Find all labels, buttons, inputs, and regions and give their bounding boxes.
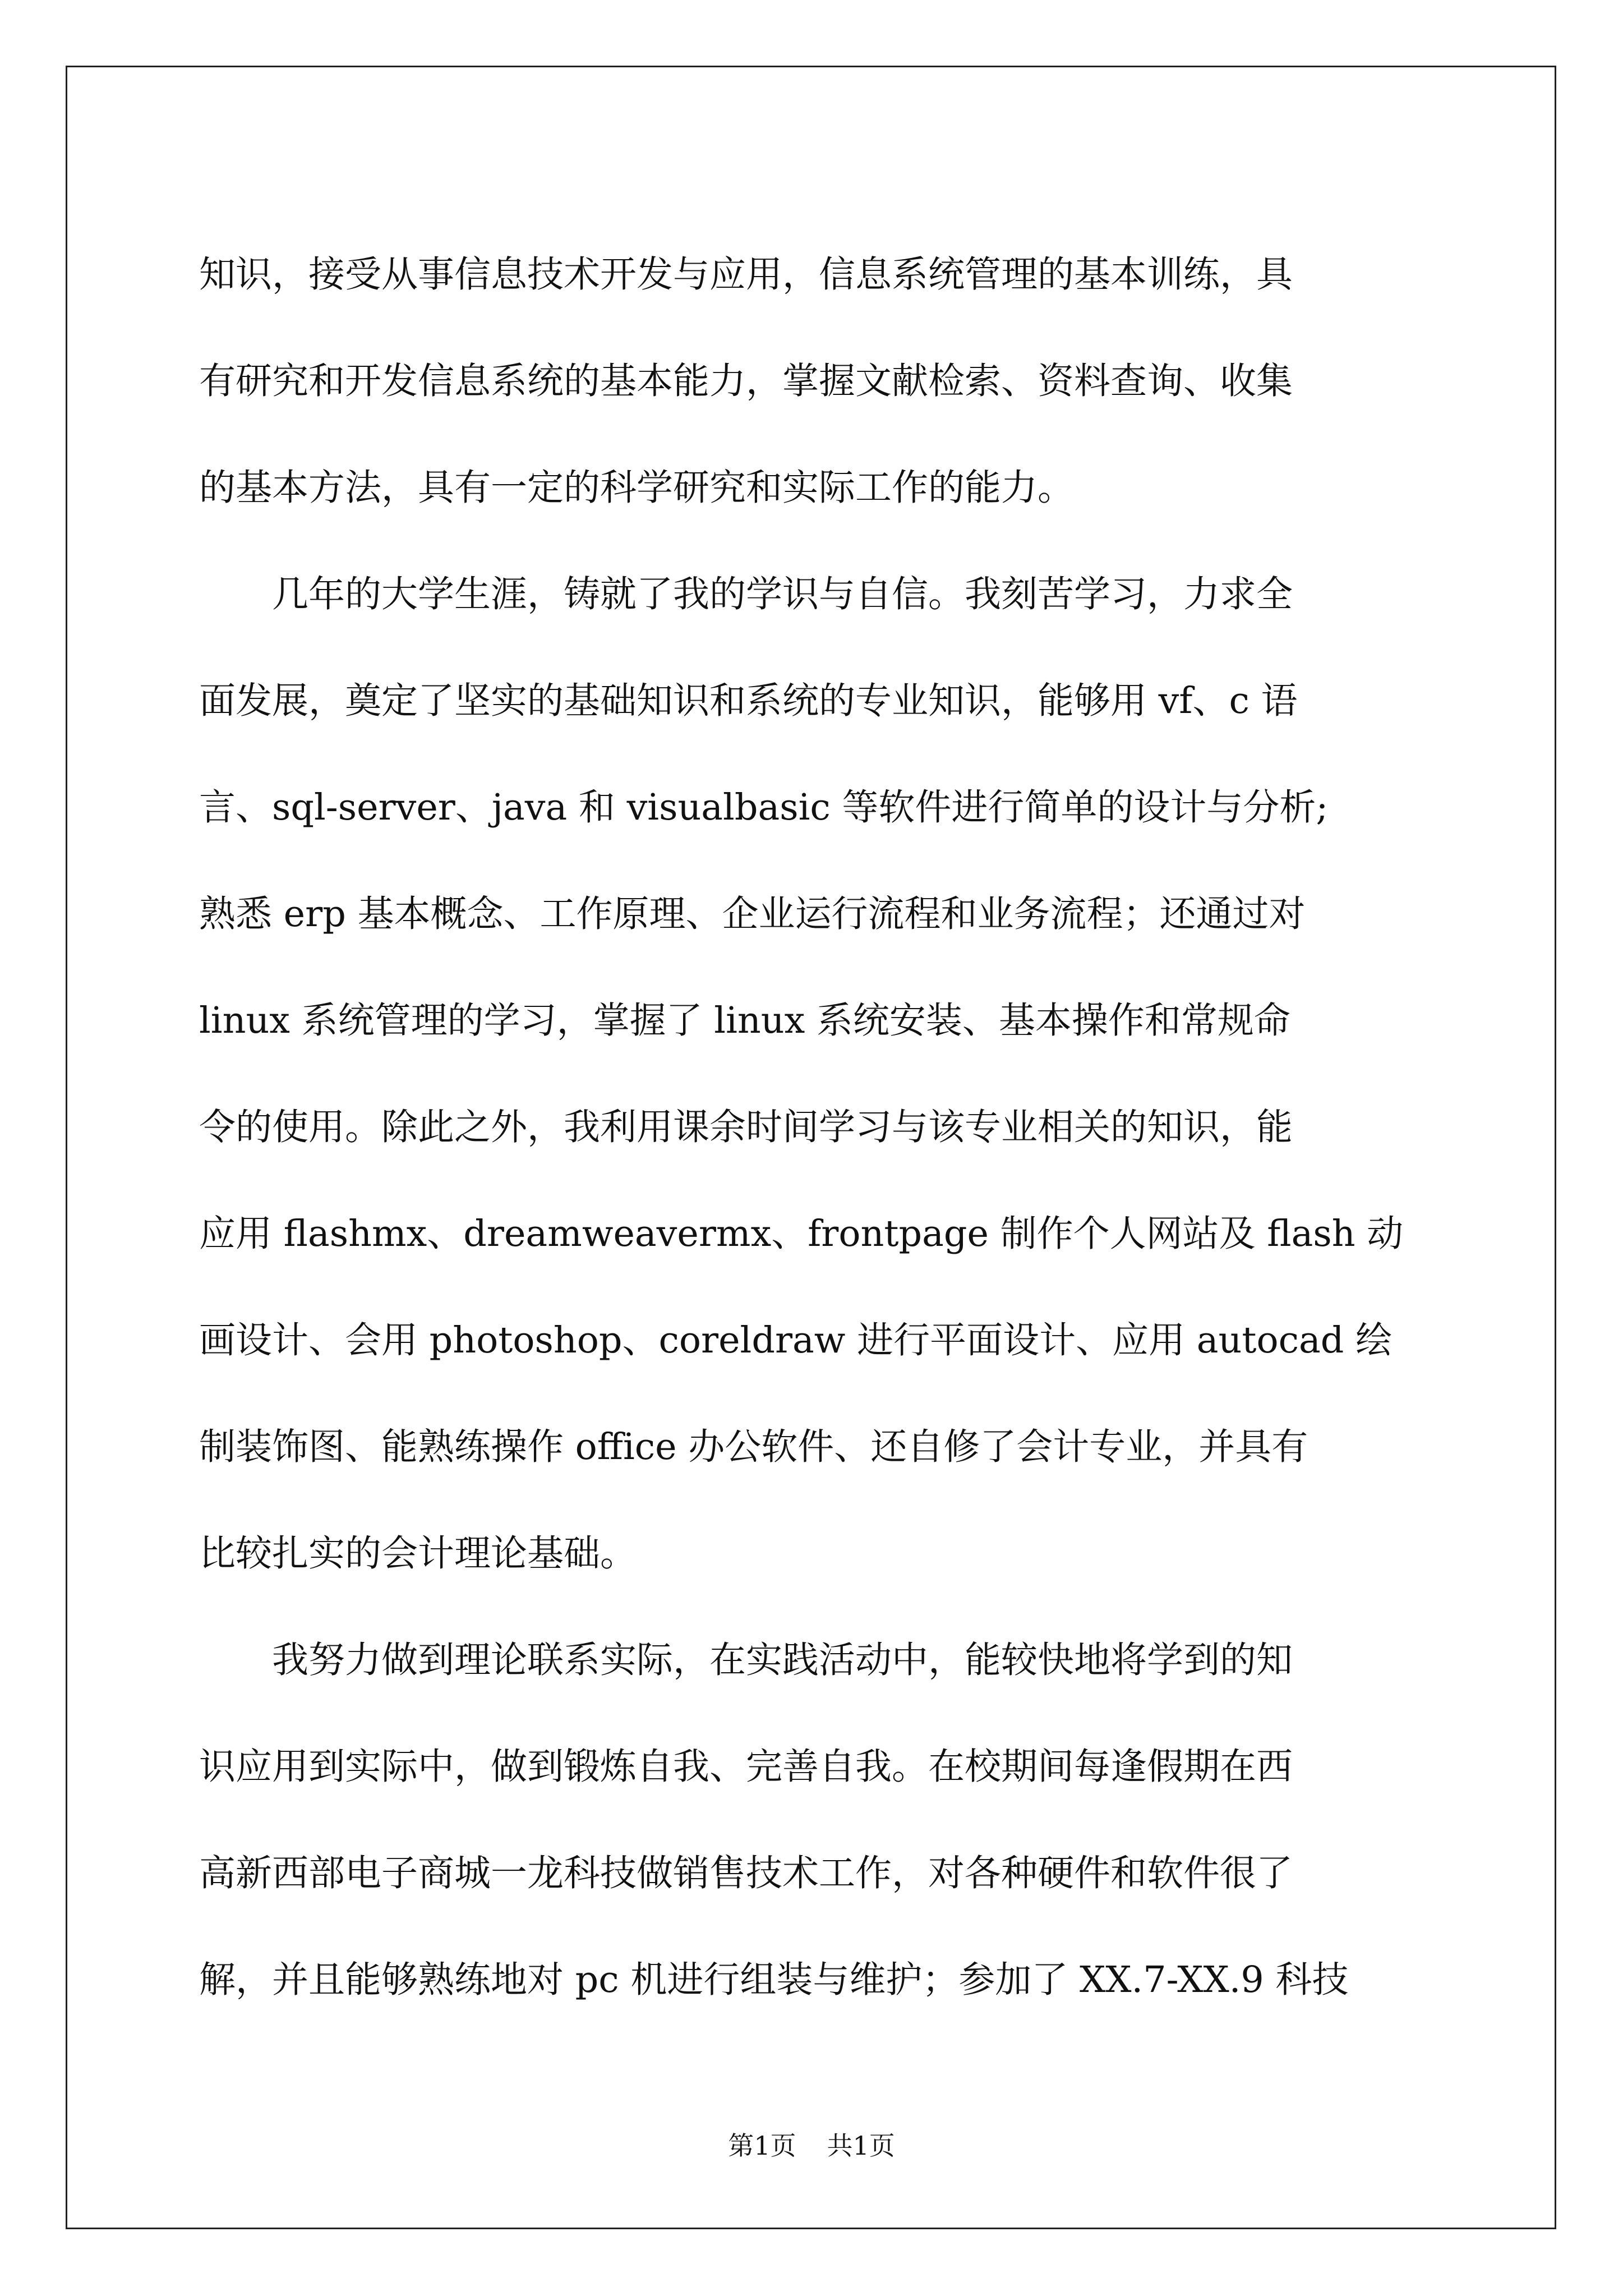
text-line: 的基本方法，具有一定的科学研究和实际工作的能力。 xyxy=(199,467,1075,509)
text-line: 应用 flashmx、dreamweavermx、frontpage 制作个人网站及 flash 动 xyxy=(199,1213,1404,1255)
text-line: 我努力做到理论联系实际，在实践活动中，能较快地将学到的知 xyxy=(199,1639,1293,1681)
text-line: 制装饰图、能熟练操作 office 办公软件、还自修了会计专业，并具有 xyxy=(199,1426,1308,1468)
text-line: 解，并且能够熟练地对 pc 机进行组装与维护；参加了 XX.7-XX.9 科技 xyxy=(199,1959,1349,2001)
page-total: 共1页 xyxy=(827,2131,895,2161)
text-line: 知识，接受从事信息技术开发与应用，信息系统管理的基本训练，具 xyxy=(199,254,1293,296)
text-line: 言、sql-server、java 和 visualbasic 等软件进行简单的设计与分析; xyxy=(199,786,1329,829)
text-line: 画设计、会用 photoshop、coreldraw 进行平面设计、应用 autocad 绘 xyxy=(199,1319,1393,1361)
text-line: 令的使用。除此之外，我利用课余时间学习与该专业相关的知识，能 xyxy=(199,1106,1293,1148)
text-line: 比较扎实的会计理论基础。 xyxy=(199,1533,637,1575)
text-line: 熟悉 erp 基本概念、工作原理、企业运行流程和业务流程；还通过对 xyxy=(199,893,1306,935)
text-line: 有研究和开发信息系统的基本能力，掌握文献检索、资料查询、收集 xyxy=(199,360,1293,402)
text-line: linux 系统管理的学习，掌握了 linux 系统安装、基本操作和常规命 xyxy=(199,1000,1290,1042)
text-line: 识应用到实际中，做到锻炼自我、完善自我。在校期间每逢假期在西 xyxy=(199,1746,1293,1788)
page-number: 第1页 xyxy=(728,2131,796,2161)
document-body xyxy=(199,222,1427,2033)
text-line: 面发展，奠定了坚实的基础知识和系统的专业知识，能够用 vf、c 语 xyxy=(199,680,1298,722)
text-line: 高新西部电子商城一龙科技做销售技术工作，对各种硬件和软件很了 xyxy=(199,1852,1293,1894)
text-line: 几年的大学生涯，铸就了我的学识与自信。我刻苦学习，力求全 xyxy=(199,573,1293,615)
page-footer xyxy=(0,2129,1623,2162)
